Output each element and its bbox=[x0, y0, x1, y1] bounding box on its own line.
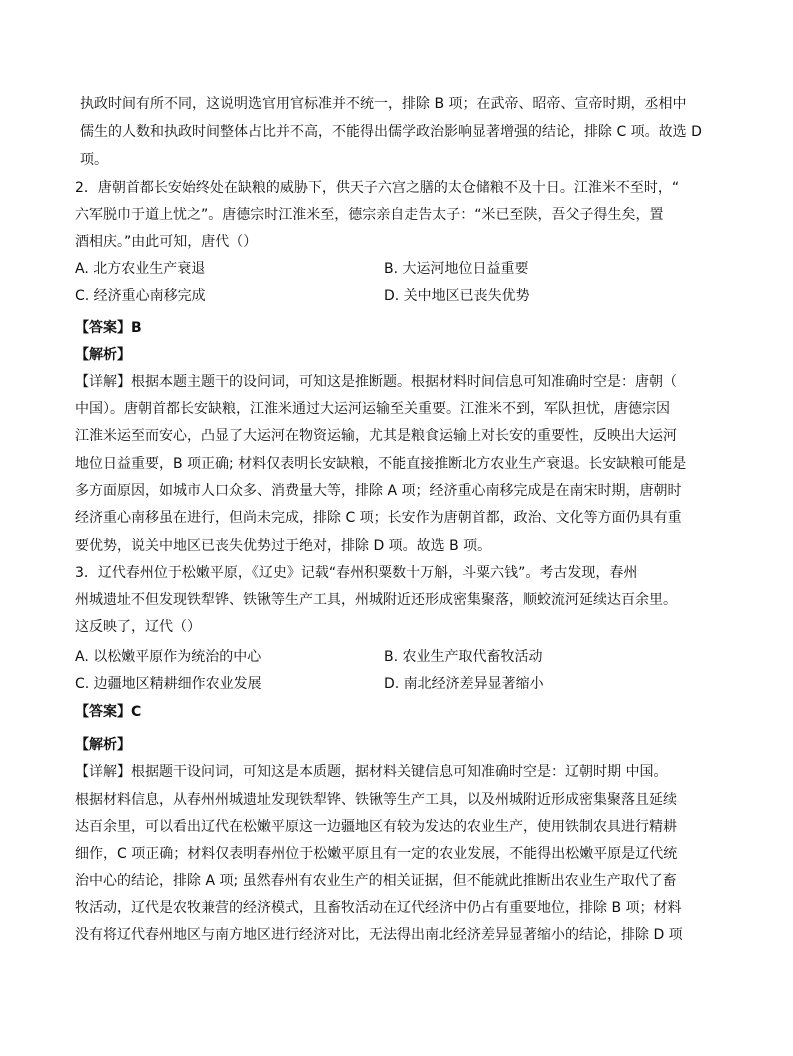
question-3-detail: 达百余里，可以看出辽代在松嫩平原这一边疆地区有较为发达的农业生产，使用铁制农具进行精耕 bbox=[75, 819, 677, 835]
question-3-stem: 3．辽代春州位于松嫩平原，《辽史》记载“春州积粟数十万斛，斗粟六钱”。考古发现，春州 bbox=[75, 565, 638, 581]
question-3-stem: 这反映了，辽代（） bbox=[75, 619, 201, 635]
question-2-stem: 六军脱巾于道上忧之”。唐德宗时江淮米至，德宗亲自走告太子：“米已至陕，吾父子得生矣，置 bbox=[75, 207, 664, 223]
question-3-detail: 根据材料信息，从春州州城遗址发现铁犁铧、铁锹等生产工具，以及州城附近形成密集聚落且延续 bbox=[75, 792, 677, 808]
question-3-option-b: B. 农业生产取代畜牧活动 bbox=[384, 649, 543, 665]
question-2-option-c: C. 经济重心南移完成 bbox=[75, 288, 206, 304]
question-2-analysis-label: 【解析】 bbox=[75, 347, 131, 363]
question-2-detail: 【详解】根据本题主题干的设问词，可知这是推断题。根据材料时间信息可知准确时空是：唐朝（ bbox=[75, 374, 677, 390]
question-3-detail: 细作，C 项正确；材料仅表明春州位于松嫩平原且有一定的农业发展，不能得出松嫩平原是辽代统 bbox=[75, 846, 678, 862]
question-3-detail: 牧活动，辽代是农牧兼营的经济模式，且畜牧活动在辽代经济中仍占有重要地位，排除 B 项；材料 bbox=[75, 900, 682, 916]
continuation-line: 项。 bbox=[80, 152, 108, 168]
question-2-detail: 中国）。唐朝首都长安缺粮，江淮米通过大运河运输至关重要。江淮米不到，军队担忧，唐德宗因 bbox=[75, 401, 670, 417]
question-2-answer: 【答案】B bbox=[75, 320, 142, 336]
continuation-line: 执政时间有所不同，这说明选官用官标准并不统一，排除 B 项；在武帝、昭帝、宣帝时期，丞相中 bbox=[80, 96, 687, 112]
question-2-stem: 酒相庆。”由此可知，唐代（） bbox=[75, 234, 258, 250]
question-3-option-d: D. 南北经济差异显著缩小 bbox=[384, 676, 544, 692]
question-2-detail: 多方面原因，如城市人口众多、消费量大等，排除 A 项；经济重心南移完成是在南宋时期，唐朝时 bbox=[75, 483, 682, 499]
continuation-line: 儒生的人数和执政时间整体占比并不高，不能得出儒学政治影响显著增强的结论，排除 C 项。故选 D bbox=[80, 124, 702, 140]
question-3-stem: 州城遗址不但发现铁犁铧、铁锹等生产工具，州城附近还形成密集聚落，顺蛟流河延续达百余里。 bbox=[75, 592, 677, 608]
question-3-detail: 治中心的结论，排除 A 项; 虽然春州有农业生产的相关证据，但不能就此推断出农业生产取代了畜 bbox=[75, 873, 677, 889]
question-3-detail: 没有将辽代春州地区与南方地区进行经济对比，无法得出南北经济差异显著缩小的结论，排除 D 项 bbox=[75, 927, 683, 943]
question-2-option-b: B. 大运河地位日益重要 bbox=[384, 261, 529, 277]
question-3-answer: 【答案】C bbox=[75, 704, 142, 720]
question-2-stem: 2．唐朝首都长安始终处在缺粮的威胁下，供天子六宫之膳的太仓储粮不及十日。江淮米不至时，“ bbox=[75, 180, 680, 196]
question-2-detail: 经济重心南移虽在进行，但尚未完成，排除 C 项；长安作为唐朝首都，政治、文化等方面仍具有重 bbox=[75, 510, 682, 526]
question-2-detail: 要优势，说关中地区已丧失优势过于绝对，排除 D 项。故选 B 项。 bbox=[75, 538, 492, 554]
question-2-detail: 地位日益重要，B 项正确; 材料仅表明长安缺粮，不能直接推断北方农业生产衰退。长安缺粮可能是 bbox=[75, 456, 687, 472]
question-2-detail: 江淮米运至而安心，凸显了大运河在物资运输，尤其是粮食运输上对长安的重要性，反映出大运河 bbox=[75, 428, 677, 444]
question-3-analysis-label: 【解析】 bbox=[75, 737, 131, 753]
question-2-option-a: A. 北方农业生产衰退 bbox=[75, 261, 206, 277]
question-3-detail: 【详解】根据题干设问词，可知这是本质题，据材料关键信息可知准确时空是：辽朝时期 中国。 bbox=[75, 764, 668, 780]
question-3-option-a: A. 以松嫩平原作为统治的中心 bbox=[75, 649, 262, 665]
question-2-option-d: D. 关中地区已丧失优势 bbox=[384, 288, 530, 304]
question-3-option-c: C. 边疆地区精耕细作农业发展 bbox=[75, 676, 262, 692]
